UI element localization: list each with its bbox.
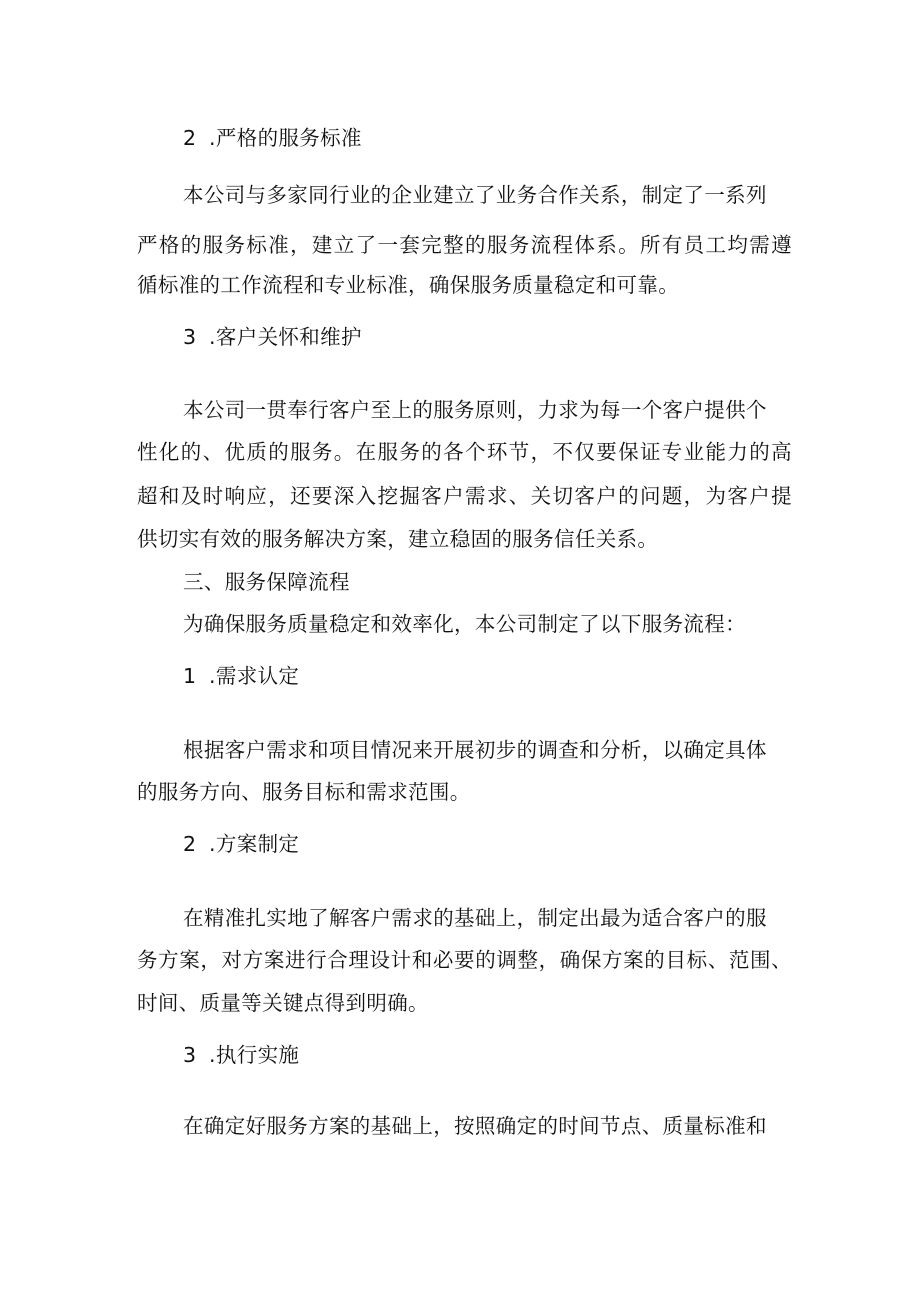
section-2-title: .严格的服务标准	[209, 126, 362, 150]
section-2-number: 2	[183, 126, 197, 150]
step-1-heading	[183, 661, 299, 691]
step-1-body-line-1: 根据客户需求和项目情况来开展初步的调查和分析，以确定具体	[183, 738, 767, 762]
section-2-heading	[183, 123, 362, 153]
step-2-body-line-3: 时间、质量等关键点得到明确。	[137, 991, 429, 1015]
section-3-number: 3	[183, 325, 197, 349]
section-2-body-line-2: 严格的服务标准，建立了一套完整的服务流程体系。所有员工均需遵	[137, 233, 792, 257]
step-2-title: .方案制定	[209, 832, 300, 856]
section-3-body-line-4: 供切实有效的服务解决方案，建立稳固的服务信任关系。	[137, 527, 659, 551]
section-3-body-line-2: 性化的、优质的服务。在服务的各个环节，不仅要保证专业能力的高	[137, 440, 792, 464]
step-1-body-line-2: 的服务方向、服务目标和需求范围。	[137, 780, 471, 804]
section-2-body-line-1: 本公司与多家同行业的企业建立了业务合作关系，制定了一系列	[183, 183, 767, 207]
step-2-body-line-2: 务方案，对方案进行合理设计和必要的调整，确保方案的目标、范围、	[137, 948, 792, 972]
step-3-number: 3	[183, 1043, 197, 1067]
step-2-number: 2	[183, 832, 197, 856]
step-3-heading	[183, 1040, 299, 1070]
section-3-body-line-3: 超和及时响应，还要深入挖掘客户需求、关切客户的问题，为客户提	[137, 484, 792, 508]
step-1-number: 1	[183, 664, 197, 688]
step-2-heading	[183, 829, 299, 859]
chapter-3-heading: 三、服务保障流程	[183, 570, 350, 594]
section-3-heading	[183, 322, 362, 352]
step-1-title: .需求认定	[209, 664, 300, 688]
section-3-body-line-1: 本公司一贯奉行客户至上的服务原则，力求为每一个客户提供个	[183, 398, 767, 422]
step-2-body-line-1: 在精准扎实地了解客户需求的基础上，制定出最为适合客户的服	[183, 906, 767, 930]
section-2-body-line-3: 循标准的工作流程和专业标准，确保服务质量稳定和可靠。	[137, 273, 680, 297]
chapter-3-intro: 为确保服务质量稳定和效率化，本公司制定了以下服务流程：	[183, 612, 746, 636]
step-3-body-line-1: 在确定好服务方案的基础上，按照确定的时间节点、质量标准和	[183, 1114, 767, 1138]
section-3-title: .客户关怀和维护	[209, 325, 362, 349]
step-3-title: .执行实施	[209, 1043, 300, 1067]
